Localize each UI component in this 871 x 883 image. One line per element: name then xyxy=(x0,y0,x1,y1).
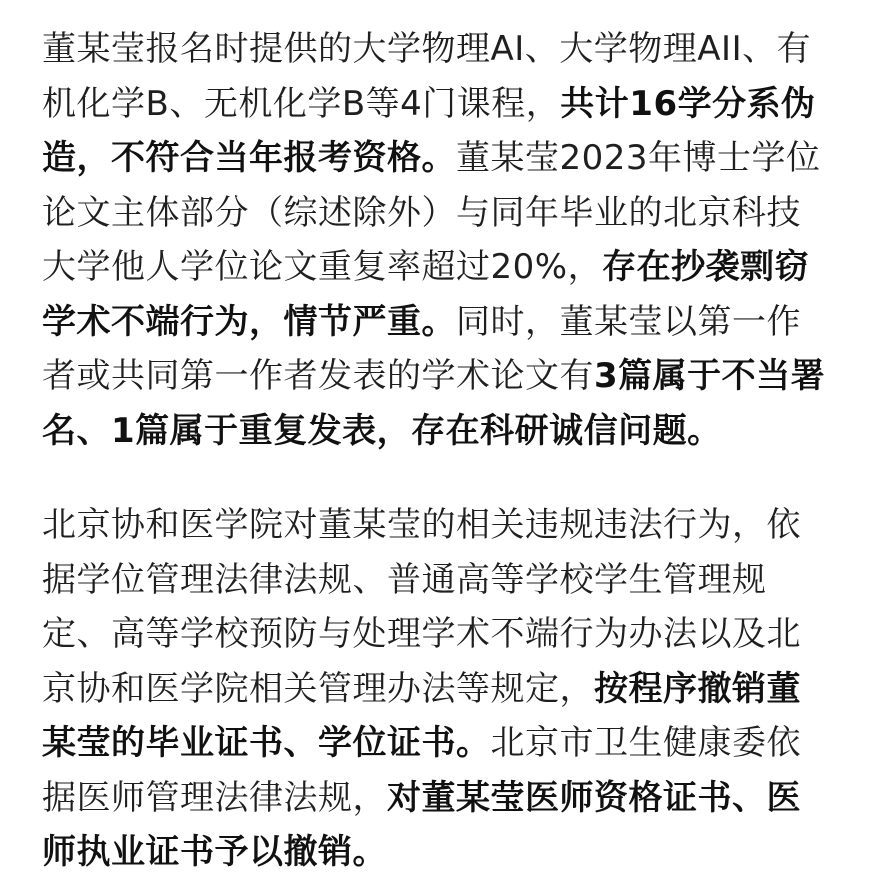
text-segment: 北京协和医学院对董某莹的相关违规违法行为，依据学位管理法律法规、普通高等学校学生管理规定、高等学校预防与处理学术不端行为办法以及北京协和医学院相关管理办法等规定， xyxy=(42,505,801,709)
text-segment: 同时，董某莹以第一作者或共同第一作者发表的学术论文有 xyxy=(42,301,801,396)
paragraph-2 xyxy=(42,498,832,880)
paragraph-1 xyxy=(42,22,832,458)
bold-text-segment: 共计16学分系伪造，不符合当年报考资格。 xyxy=(42,83,816,178)
bold-text-segment: 按程序撤销董某莹的毕业证书、学位证书。 xyxy=(42,668,801,763)
text-segment: 董某莹报名时提供的大学物理AI、大学物理AII、有机化学B、无机化学B等4门课程， xyxy=(42,29,812,124)
bold-text-segment: 3篇属于不当署名、1篇属于重复发表，存在科研诚信问题。 xyxy=(42,356,826,451)
article-body xyxy=(42,22,832,880)
text-segment: 董某莹2023年博士学位论文主体部分（综述除外）与同年毕业的北京科技大学他人学位论文重复率超过20%， xyxy=(42,138,821,287)
text-segment: 北京市卫生健康委依据医师管理法律法规， xyxy=(42,723,801,818)
bold-text-segment: 存在抄袭剽窃学术不端行为，情节严重。 xyxy=(42,247,810,342)
bold-text-segment: 对董某莹医师资格证书、医师执业证书予以撤销。 xyxy=(42,777,801,872)
